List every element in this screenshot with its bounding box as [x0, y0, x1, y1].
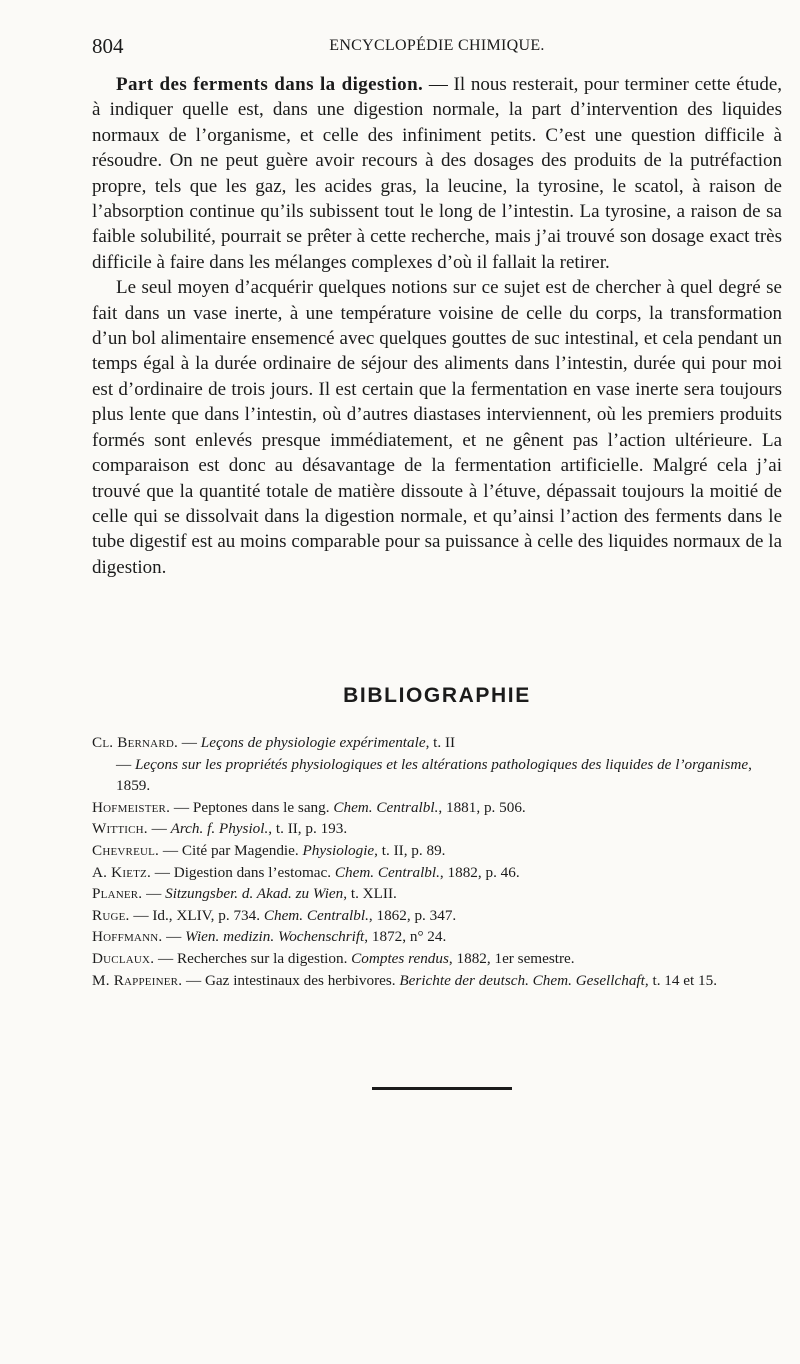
entry-text: —	[116, 755, 135, 773]
entry-author: M. Rappeiner.	[92, 971, 183, 989]
entry-title: Chem. Centralbl.	[333, 798, 439, 816]
entry-text: — Peptones dans le sang.	[170, 798, 334, 816]
entry-title: Leçons de physiologie expérimentale	[200, 734, 426, 751]
entry-details: , t. XLII.	[343, 885, 397, 903]
bibliography-entry	[92, 970, 784, 992]
end-rule	[372, 1087, 512, 1090]
section-heading: Part des ferments dans la digestion.	[116, 74, 424, 95]
bibliography-entry	[92, 862, 784, 884]
entry-text: — Cité par Magendie.	[159, 841, 303, 859]
main-text	[92, 72, 782, 580]
entry-details: , 1882, p. 46.	[439, 863, 520, 881]
entry-text: — Id., XLIV, p. 734.	[129, 906, 264, 924]
bibliography-entry	[92, 883, 784, 905]
bibliography-entry	[92, 948, 784, 970]
page-header	[92, 34, 782, 64]
paragraph-2: Le seul moyen d’acquérir quelques notions sur ce sujet est de chercher à quel degré se fait dans un vase inerte, à une température voisine de celle du corps, la transformation d’un bol alimentaire ensemencé avec quelques gouttes de suc intestinal, et cela pendant un temps égal à la durée ordinaire de séjour des aliments dans l’intestin, durée qui pour moi est d’ordinaire de trois jours. Il est certain que la fermentation en vase inerte sera toujours plus lente que dans l’intestin, où d’autres diastases interviennent, où les premiers produits formés sont enlevés presque immédiatement, et ne gênent pas l’action ultérieure. La comparaison est donc au désavantage de la fermentation artificielle. Malgré cela j’ai trouvé que la quantité totale de matière dissoute à l’étuve, dépassait toujours la moitié de celle qui se dissolvait dans la digestion normale, et qu’ainsi l’action des ferments dans le tube digestif est au moins comparable pour sa puissance à celle des liquides normaux de la digestion.	[92, 277, 782, 578]
entry-title: Sitzungsber. d. Akad. zu Wien	[165, 885, 344, 903]
bibliography-list	[92, 732, 784, 991]
entry-details: , 1882, 1er semestre.	[448, 949, 575, 967]
entry-author: Duclaux.	[92, 949, 155, 967]
entry-details: , t. II	[425, 734, 456, 751]
bibliography-entry	[92, 818, 784, 840]
entry-text: — Recherches sur la digestion.	[154, 949, 352, 967]
entry-details: , 1881, p. 506.	[438, 798, 526, 816]
running-head: ENCYCLOPÉDIE CHIMIQUE.	[329, 37, 545, 54]
bibliography-entry	[92, 905, 784, 927]
entry-author: A. Kietz.	[92, 863, 151, 881]
page-number: 804	[92, 34, 124, 58]
bibliography-entry	[92, 732, 784, 754]
entry-author: Ruge.	[92, 906, 130, 924]
entry-author: Chevreul.	[92, 841, 160, 859]
entry-details: , t. II, p. 193.	[268, 820, 348, 838]
entry-text: —	[147, 820, 171, 838]
entry-text: — Gaz intestinaux des herbivores.	[182, 971, 400, 989]
entry-author: Hoffmann.	[92, 928, 163, 946]
entry-title: Leçons sur les propriétés physiologiques et les altérations pathologiques des liquides de l’organisme	[134, 755, 749, 773]
bibliography-title: BIBLIOGRAPHIE	[343, 684, 531, 707]
bibliography-entry	[92, 926, 784, 948]
entry-text: —	[178, 734, 201, 751]
entry-author: Hofmeister.	[92, 798, 171, 816]
entry-text: —	[162, 928, 186, 946]
entry-text: —	[142, 885, 166, 903]
entry-title: Physiologie	[302, 841, 375, 859]
paragraph-1-text: — Il nous resterait, pour terminer cette étude, à indiquer quelle est, dans une digestion normale, la part d’intervention des liquides normaux de l’organisme, et celle des infiniment petits. C’est une question difficile à résoudre. On ne peut guère avoir recours à des dosages des produits de la putréfaction propre, tels que les gaz, les acides gras, la leucine, la tyrosine, le scatol, à raison de l’absorption continue qu’ils subissent tout le long de l’intestin. La tyrosine, a raison de sa faible solubilité, pourrait se prêter à cette recherche, mais j’ai trouvé son dosage exact très difficile à faire dans les mélanges complexes d’où il fallait la retirer.	[92, 74, 782, 273]
entry-details: , 1862, p. 347.	[368, 906, 457, 924]
bibliography-entry	[92, 754, 784, 797]
bibliography-entry	[92, 840, 784, 862]
bibliography-entry	[92, 797, 784, 819]
paragraph-1	[92, 72, 782, 275]
entry-details: , t. 14 et 15.	[644, 971, 718, 989]
entry-title: Berichte der deutsch. Chem. Gesellchaft	[399, 971, 645, 989]
entry-author: Cl. Bernard.	[92, 734, 178, 751]
entry-text: — Digestion dans l’estomac.	[150, 863, 335, 881]
entry-title: Wien. medizin. Wochenschrift	[185, 928, 365, 946]
entry-title: Arch. f. Physiol.	[170, 820, 269, 838]
entry-title: Chem. Centralbl.	[334, 863, 440, 881]
entry-details: , t. II, p. 89.	[374, 841, 446, 859]
entry-details: , 1859.	[116, 755, 752, 795]
entry-title: Chem. Centralbl.	[263, 906, 369, 924]
entry-author: Wittich.	[92, 820, 148, 838]
entry-title: Comptes rendus	[351, 949, 449, 967]
entry-details: , 1872, n° 24.	[364, 928, 447, 946]
entry-author: Planer.	[92, 885, 143, 903]
